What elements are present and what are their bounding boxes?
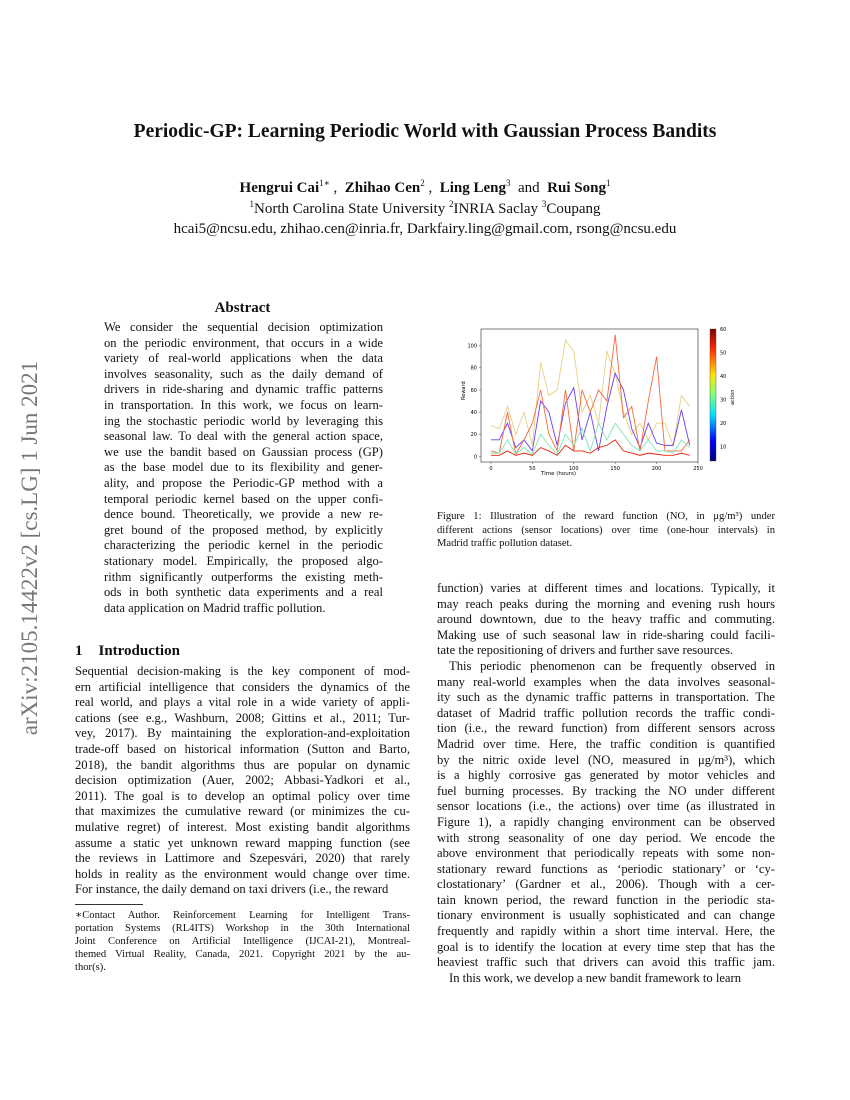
text-line: ing the stochastic periodic world by leveraging this [104,413,383,428]
text-line: with strong seasonality of one day period. We encode the [437,830,775,845]
footnote-rule [75,904,143,905]
text-line: on the periodic environment, that occurs in a wide [104,335,383,350]
text-line: goal is to identify the location at every time step that has the [437,939,775,954]
y-tick-label: 100 [467,343,477,350]
text-line: characterizing the periodic kernel in the periodic [104,538,383,553]
y-tick-label: 0 [473,454,477,461]
text-line: ∗Contact Author. Reinforcement Learning for Intelligent Trans- [75,910,410,921]
colorbar [710,329,716,461]
abstract-heading: Abstract [214,300,271,316]
x-tick-label: 100 [568,466,579,472]
text-line: stationary reward functions as ‘periodic stationary’ or ‘cy- [437,861,775,876]
x-tick-label: 50 [529,466,536,472]
author-name: Ling Leng [439,180,506,196]
author-sup: 2 [420,178,425,188]
colorbar-tick-label: 20 [720,421,727,428]
text-line: drivers in ride-sharing and dynamic traffic patterns [104,382,383,397]
text-line: This periodic phenomenon can be frequently observed in [449,658,775,673]
text-line: Madrid traffic pollution dataset. [437,538,573,549]
text-line: in transportation. In this work, we focus on learn- [104,397,383,412]
x-tick-label: 250 [693,466,703,472]
text-line: variety of real-world applications when the data [104,351,383,366]
text-line: tionary environment is usually sophisticated and can change [437,908,775,923]
text-line: that maximizes the cumulative reward (or minimizes the cu- [75,804,410,819]
text-line: portation Systems (RL4ITS) Workshop in the 30th International [75,923,410,934]
text-line: data application on Madrid traffic pollution. [104,600,326,615]
figure-1-chart [440,320,750,480]
text-line: decision optimization (Auer, 2002; Abbasi-Yadkori et al., [75,773,410,788]
text-line: real world, and plays a vital role in a wide variety of appli- [75,695,410,710]
affiliation: North Carolina State University [254,201,446,217]
text-line: by the nitric oxide level (NO, measured in μg/m³), which [437,752,775,767]
series-line-2 [491,335,690,455]
text-line: Figure 1), a rapidly changing environment can be observed [437,814,775,829]
intro-body [75,664,410,898]
text-line: ern artificial intelligence that considers the dynamics of the [75,679,410,694]
text-line: Making use of such seasonal law in ride-sharing could facili- [437,627,775,642]
text-line: is a highly corrosive gas generated by motor vehicles and [437,768,775,783]
text-line: as the base model due to its flexibility and gener- [104,460,383,475]
text-line: ods in both synthetic data experiments and a real [104,585,383,600]
text-line: ity such as the dynamic traffic patterns in transportation. The [437,690,775,705]
text-line: Figure 1: Illustration of the reward function (NO, in μg/m³) under [437,511,775,522]
y-tick-label: 80 [470,365,477,372]
footnote [75,909,410,974]
text-line: themed Virtual Reality, Canada, 2021. Copyright 2021 by the au- [75,949,410,960]
text-line: holds in reality as the environment would change over time. [75,866,410,881]
text-line: different actions (sensor locations) over time (one-hour intervals) in [437,524,775,536]
x-tick-label: 200 [651,466,662,472]
and-word: and [518,180,540,196]
colorbar-tick-label: 30 [720,397,727,404]
author-name: Hengrui Cai [239,180,320,196]
text-line: we use the bandit based on Gaussian process (GP) [104,444,383,459]
author-sup: 3 [506,178,511,188]
text-line: frequently and rapidly within a short time interval. Here, the [437,924,775,939]
text-line: may reach peaks during the morning and evening rush hours [437,596,775,611]
text-line: 2011). The goal is to develop an optimal policy over time [75,788,410,803]
text-line: the reviews in Lattimore and Szepesvári, 2020) that rarely [75,851,410,866]
series-line-4 [491,440,690,456]
series-line-3 [491,423,690,454]
affiliation: Coupang [546,201,601,217]
affil-sup: 3 [541,199,547,209]
author-list: Hengrui Cai$^{1∗}$ , Zhihao Cen$^2$ , Ling Leng$^3$ and Rui Song$^1$ [239,178,611,196]
y-axis-label: Reward [461,381,467,400]
colorbar-tick-label: 50 [720,350,727,357]
text-line: many real-world examples when the data involves seasonal- [437,674,775,689]
text-line: rithm significantly outperforms the existing meth- [104,569,383,584]
text-line: We consider the sequential decision optimization [104,320,383,334]
colorbar-tick-label: 10 [720,444,727,451]
intro-heading [75,643,196,660]
colorbar-label: action [730,389,736,405]
text-line: assume a static yet unknown reward mapping function (see [75,835,410,850]
text-line: trade-off based on historical information (Sutton and Barto, [75,741,410,756]
author-sup: 1∗ [319,178,330,188]
arxiv-identifier: arXiv:2105.14422v2 [cs.LG] 1 Jun 2021 [17,360,42,736]
text-line: For instance, the daily demand on taxi drivers (i.e., the reward [75,882,389,897]
text-line: mulative regret) of interest. Most existing bandit algorithms [75,819,410,834]
x-axis-label: Time (hours) [541,471,576,477]
text-line: gret bound of the proposed method, by explicitly [104,522,383,537]
text-line: ality, and propose the Periodic-GP method with a [104,475,383,490]
author-sup: 1 [605,178,611,188]
x-tick-label: 0 [489,466,493,472]
text-line: Sequential decision-making is the key component of mod- [75,664,410,678]
text-line: sensor locations (i.e., the actions) over time (as illustrated in [437,799,775,814]
text-line: dence bound. Theoretically, we provide a new re- [104,507,383,522]
text-line: temporal periodic kernel based on the upper confi- [104,491,383,506]
text-line: around downtown, due to the heavy traffic and commuting. [437,612,775,627]
text-line: vey, 2017). By maintaining the exploration-and-exploitation [75,726,410,741]
text-line: seasonal law. To deal with the general action space, [104,429,383,444]
text-line: tion (i.e., the reward function) from different sensors across [437,721,775,736]
text-line: fuel burning processes. By tracking the NO under different [437,783,775,798]
affil-sup: 1 [249,199,255,209]
colorbar-tick-label: 40 [720,373,727,380]
text-line: function) varies at different times and locations. Typically, it [437,581,775,595]
text-line: cations (see e.g., Washburn, 2008; Gittins et al., 2011; Tur- [75,710,410,725]
affiliation: INRIA Saclay [453,201,539,217]
text-line: tate the repositioning of drivers and further save resources. [437,643,734,658]
section-number: 1 [75,643,83,659]
colorbar-tick-label: 60 [720,326,727,333]
y-tick-label: 20 [470,432,477,439]
text-line: Joint Conference on Artificial Intelligence (IJCAI-21), Montreal- [75,936,410,947]
text-line: thor(s). [75,962,106,973]
text-line: tain known period, the reward function in the periodic sta- [437,892,775,907]
author-name: Rui Song [547,180,606,196]
section-title: Introduction [98,643,180,659]
affiliations [0,201,850,218]
author-emails: hcai5@ncsu.edu, zhihao.cen@inria.fr, Darkfairy.ling@gmail.com, rsong@ncsu.edu [173,221,677,237]
x-tick-label: 150 [610,466,620,472]
text-line: stationary model. Empirically, the proposed algo- [104,553,383,568]
y-tick-label: 40 [470,409,477,416]
text-line: above environment that periodically repeats with some non- [437,846,775,861]
y-tick-label: 60 [470,387,477,394]
abstract-body [104,320,383,616]
text-line: In this work, we develop a new bandit framework to learn [449,970,742,985]
text-line: involves seasonality, such as the daily demand of [104,366,383,381]
text-line: 2018), the bandit algorithms thus are popular on dynamic [75,757,410,772]
text-line: heaviest traffic such that drivers can avoid this traffic jam. [437,955,775,970]
text-line: clostationary’ (Gardner et al., 2006). Though with a cer- [437,877,775,892]
author-name: Zhihao Cen [344,180,421,196]
paper-title: Periodic-GP: Learning Periodic World with Gaussian Process Bandits [133,121,717,142]
text-line: Madrid over time. Here, the traffic condition is quantified [437,736,775,751]
right-column-body [437,581,775,986]
affil-sup: 2 [448,199,454,209]
text-line: dataset of Madrid traffic pollution records the traffic condi- [437,705,775,720]
figure-caption [437,510,775,551]
